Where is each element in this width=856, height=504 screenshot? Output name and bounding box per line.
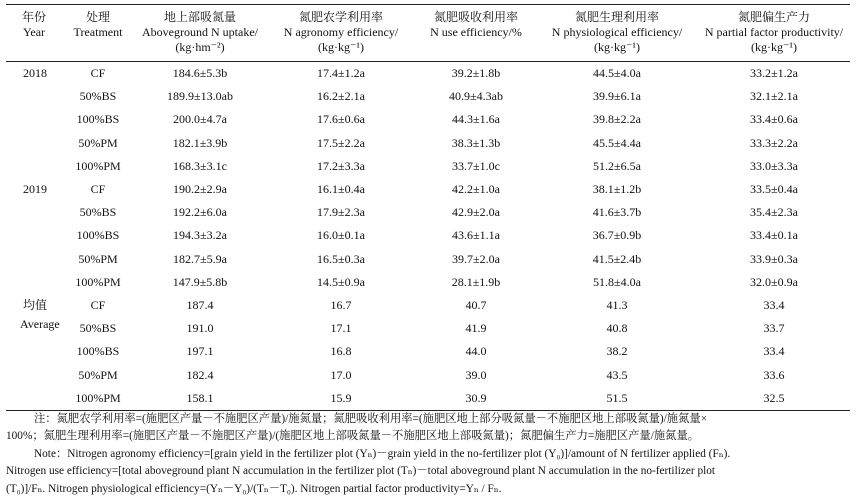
value-cell: 39.8±2.2a (593, 112, 641, 127)
value-cell: 39.9±6.1a (593, 89, 641, 104)
table-row (6, 201, 850, 224)
value-cell: 17.4±1.2a (317, 66, 365, 80)
treatment-cell: CF (90, 298, 106, 313)
value-cell: 40.8 (606, 321, 628, 336)
value-cell: 51.2±6.5a (593, 158, 641, 173)
value-cell: 38.2 (606, 344, 628, 359)
treatment-cell: 100%BS (76, 112, 120, 127)
value-cell: 41.6±3.7b (592, 205, 642, 220)
column-header-unit: (kg·hm⁻²) (175, 40, 225, 54)
table-row (6, 224, 850, 247)
column-header-zh: 氮肥农学利用率 (298, 10, 383, 24)
value-cell: 33.7 (763, 321, 785, 336)
value-cell: 200.0±4.7a (173, 112, 227, 127)
note-zh-line-2: 100%；氮肥生理利用率=(施肥区产量－不施肥区产量)/(施肥区地上部吸氮量－不施肥区地上部吸氮量)；氮肥偏生产力=施肥区产量/施氮量。 (6, 430, 700, 443)
treatment-cell: 50%BS (79, 89, 117, 104)
value-cell: 33.4 (763, 298, 785, 313)
note-en-line-2: Nitrogen use efficiency=[total aboveground plant N accumulation in the fertilizer plot (Tₙ)－total aboveground plant N accumulation in the no-fertilizer plot (6, 465, 716, 478)
value-cell: 16.5±0.3a (317, 251, 365, 266)
value-cell: 187.4 (186, 298, 214, 313)
column-header (134, 5, 266, 62)
header-row (6, 5, 850, 62)
value-cell: 32.1±2.1a (750, 89, 798, 104)
value-cell: 32.0±0.9a (750, 274, 798, 289)
column-header (416, 5, 536, 62)
year-label: 2018 (23, 66, 47, 80)
value-cell: 33.4±0.6a (750, 112, 798, 127)
value-cell: 38.1±1.2b (592, 182, 642, 197)
value-cell: 33.5±0.4a (750, 182, 798, 197)
value-cell: 17.9±2.3a (317, 205, 365, 220)
column-header-unit: (kg·kg⁻¹) (751, 40, 797, 54)
table-row (6, 294, 850, 317)
value-cell: 16.1±0.4a (317, 182, 365, 197)
value-cell: 17.5±2.2a (317, 135, 365, 150)
treatment-cell: 100%PM (75, 274, 121, 289)
value-cell: 33.0±3.3a (750, 158, 798, 173)
treatment-cell: 50%BS (79, 321, 117, 336)
column-header (266, 5, 416, 62)
value-cell: 33.6 (763, 367, 785, 382)
table-body (6, 62, 850, 411)
column-header-zh: 氮肥偏生产力 (737, 10, 810, 24)
column-header-zh: 处理 (85, 10, 110, 24)
table-row (6, 387, 850, 411)
value-cell: 35.4±2.3a (750, 205, 798, 220)
value-cell: 182.1±3.9b (172, 135, 228, 150)
value-cell: 17.0 (330, 367, 352, 382)
table-row (6, 108, 850, 131)
value-cell: 45.5±4.4a (593, 135, 641, 150)
value-cell: 43.5 (606, 367, 628, 382)
year-cell (6, 178, 62, 294)
value-cell: 42.2±1.0a (452, 182, 500, 197)
value-cell: 39.7±2.0a (452, 251, 500, 266)
value-cell: 16.8 (330, 344, 352, 359)
column-header-en: N agronomy efficiency/ (283, 25, 399, 39)
value-cell: 51.5 (606, 390, 628, 405)
table-row (6, 317, 850, 340)
value-cell: 191.0 (186, 321, 214, 336)
value-cell: 44.0 (465, 344, 487, 359)
column-header-zh: 氮肥吸收利用率 (433, 10, 518, 24)
table-row (6, 132, 850, 155)
results-table (6, 4, 850, 411)
treatment-cell: 100%BS (76, 344, 120, 359)
column-header-en: N partial factor productivity/ (704, 25, 844, 39)
column-header-en: Treatment (73, 25, 123, 39)
value-cell: 33.3±2.2a (750, 135, 798, 150)
value-cell: 30.9 (465, 390, 487, 405)
value-cell: 41.3 (606, 298, 628, 313)
column-header (536, 5, 698, 62)
column-header-unit: (kg·kg⁻¹) (318, 40, 364, 54)
table-header (6, 5, 850, 62)
value-cell: 197.1 (186, 344, 214, 359)
value-cell: 17.2±3.3a (317, 158, 365, 173)
value-cell: 42.9±2.0a (452, 205, 500, 220)
value-cell: 158.1 (186, 390, 214, 405)
treatment-cell: 50%PM (78, 251, 118, 266)
table-row (6, 364, 850, 387)
value-cell: 43.6±1.1a (452, 228, 500, 243)
note-en-line-1: Note：Nitrogen agronomy efficiency=[grain yield in the fertilizer plot (Yₙ)－grain yield in the no-fertilizer plot (Y₀)]/amount of N fertilizer applied (Fₙ). (34, 447, 731, 460)
value-cell: 28.1±1.9b (451, 274, 501, 289)
column-header-en: Aboveground N uptake/ (142, 25, 258, 39)
value-cell: 17.6±0.6a (317, 112, 365, 127)
value-cell: 33.7±1.0c (452, 158, 500, 173)
treatment-cell: 50%PM (78, 135, 118, 150)
value-cell: 51.8±4.0a (593, 274, 641, 289)
value-cell: 189.9±13.0ab (167, 89, 233, 104)
treatment-cell: 100%BS (76, 228, 120, 243)
column-header (698, 5, 850, 62)
column-header-en: N physiological efficiency/ (551, 25, 683, 39)
value-cell: 40.7 (465, 298, 487, 313)
value-cell: 44.3±1.6a (452, 112, 500, 127)
table-row (6, 85, 850, 108)
value-cell: 40.9±4.3ab (449, 89, 503, 104)
value-cell: 33.4±0.1a (750, 228, 798, 243)
column-header-zh: 地上部吸氮量 (163, 10, 236, 24)
note-zh-line-1: 注：氮肥农学利用率=(施肥区产量－不施肥区产量)/施氮量；氮肥吸收利用率=(施肥区地上部分吸氮量－不施肥区地上部吸氮量)/施氮量× (34, 413, 708, 425)
table-row (6, 340, 850, 363)
treatment-cell: 100%PM (75, 158, 121, 173)
year-label: 均值 (23, 298, 48, 313)
table-row (6, 248, 850, 271)
column-header (6, 5, 62, 62)
column-header-en: N use efficiency/% (430, 25, 522, 39)
column-header-en: Year (22, 25, 46, 39)
table-row (6, 62, 850, 86)
column-header (62, 5, 134, 62)
value-cell: 15.9 (330, 390, 352, 405)
year-cell (6, 294, 62, 411)
value-cell: 168.3±3.1c (173, 158, 227, 173)
value-cell: 192.2±6.0a (173, 205, 227, 220)
value-cell: 16.0±0.1a (317, 228, 365, 243)
value-cell: 147.9±5.8b (172, 274, 228, 289)
year-label-en: Average (20, 317, 60, 332)
table-note (6, 411, 850, 498)
value-cell: 33.2±1.2a (750, 66, 798, 80)
value-cell: 39.2±1.8b (451, 66, 501, 80)
value-cell: 14.5±0.9a (317, 274, 365, 289)
treatment-cell: 50%BS (79, 205, 117, 220)
value-cell: 182.7±5.9a (173, 251, 227, 266)
year-cell (6, 62, 62, 179)
value-cell: 44.5±4.0a (593, 66, 641, 80)
column-header-unit: (kg·kg⁻¹) (594, 40, 640, 54)
column-header-zh: 年份 (21, 10, 46, 24)
value-cell: 41.5±2.4b (592, 251, 642, 266)
table-row (6, 155, 850, 178)
treatment-cell: 50%PM (78, 367, 118, 382)
treatment-cell: CF (90, 66, 106, 80)
treatment-cell: 100%PM (75, 390, 121, 405)
note-en-line-3: (T₀)]/Fₙ. Nitrogen physiological efficiency=(Yₙ－Y₀)/(Tₙ－T₀). Nitrogen partial factor productivity=Yₙ / Fₙ. (6, 482, 502, 495)
value-cell: 33.9±0.3a (750, 251, 798, 266)
value-cell: 184.6±5.3b (172, 66, 228, 80)
value-cell: 16.2±2.1a (317, 89, 365, 104)
results-table-wrapper (6, 4, 850, 411)
value-cell: 182.4 (186, 367, 214, 382)
year-label: 2019 (23, 182, 47, 197)
value-cell: 190.2±2.9a (173, 182, 227, 197)
treatment-cell: CF (90, 182, 106, 197)
table-row (6, 271, 850, 294)
table-row (6, 178, 850, 201)
value-cell: 16.7 (330, 298, 352, 313)
value-cell: 194.3±3.2a (173, 228, 227, 243)
value-cell: 33.4 (763, 344, 785, 359)
value-cell: 39.0 (465, 367, 487, 382)
value-cell: 36.7±0.9b (592, 228, 642, 243)
value-cell: 41.9 (465, 321, 487, 336)
value-cell: 32.5 (763, 390, 785, 405)
column-header-zh: 氮肥生理利用率 (574, 10, 659, 24)
value-cell: 17.1 (330, 321, 352, 336)
value-cell: 38.3±1.3b (451, 135, 501, 150)
